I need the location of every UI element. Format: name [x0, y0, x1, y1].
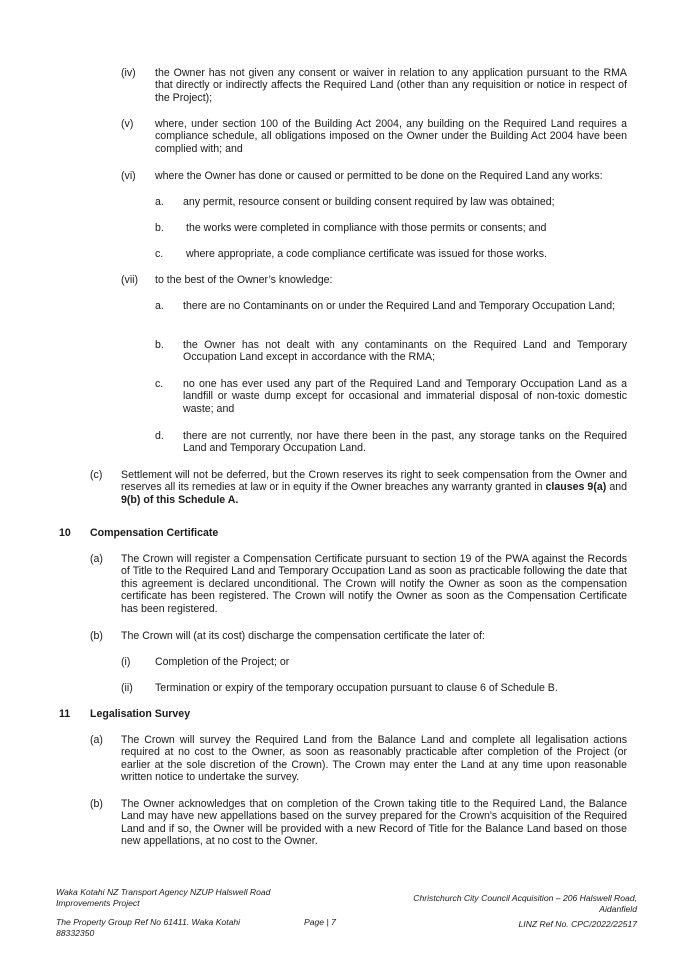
subclause-v-label: (v): [121, 118, 134, 130]
10b-item-i-label: (i): [121, 656, 131, 668]
vi-item-a-text: any permit, resource consent or building consent required by law was obtained;: [183, 196, 555, 208]
vii-item-a-text: there are no Contaminants on or under the Required Land and Temporary Occupation Land;: [183, 300, 616, 312]
vii-item-c-label: c.: [155, 378, 164, 390]
clause-11a-label: (a): [90, 734, 103, 746]
vii-item-d-label: d.: [155, 430, 164, 442]
clause-11b-label: (b): [90, 798, 103, 810]
clause-11b-text: The Owner acknowledges that on completion of the Crown taking title to the Required Land, the Balance Land may have new appellations based on the survey prepared for the Crown's acquisition of the Required Land and if so, the Owner will be provided with a new Record of Title for the Balance Land based on those new appellations, at no cost to the Owner.: [121, 798, 627, 848]
10b-item-i-text: Completion of the Project; or: [155, 656, 290, 668]
clause-11a-text: The Crown will survey the Required Land from the Balance Land and complete all legalisation actions required at no cost to the Owner, as soon as reasonably practicable after completion of the Project (or earlier at the sole discretion of the Crown). The Crown may enter the Land at any time upon reasonable written notice to undertake the survey.: [121, 734, 627, 784]
clause-10a-text: The Crown will register a Compensation Certificate pursuant to section 19 of the PWA against the Records of Title to the Required Land and Temporary Occupation Land as soon as practicable following the date that this agreement is declared unconditional. The Crown will notify the Owner as soon as the compensation certificate has been registered. The Crown will notify the Owner as soon as the Compensation Certificate has been registered.: [121, 553, 627, 615]
vii-item-d-text: there are not currently, nor have there been in the past, any storage tanks on the Required Land and Temporary Occupation Land.: [183, 430, 627, 455]
footer-project-name: Waka Kotahi NZ Transport Agency NZUP Halswell Road Improvements Project: [56, 887, 271, 908]
footer-property-ref: The Property Group Ref No 61411. Waka Kotahi 88332350: [56, 917, 241, 938]
footer-linz-ref: LINZ Ref No. CPC/2022/22517: [518, 919, 637, 929]
vii-item-b-label: b.: [155, 339, 164, 351]
subclause-vi-label: (vi): [121, 170, 136, 182]
subclause-iv-text: the Owner has not given any consent or waiver in relation to any application pursuant to the RMA that directly or indirectly affects the Required Land (other than any requisition or notice in respect of the Project);: [155, 67, 627, 104]
10b-item-ii-label: (ii): [121, 682, 133, 694]
clause-10b-text: The Crown will (at its cost) discharge the compensation certificate the later of:: [121, 630, 485, 642]
vii-item-c-text: no one has ever used any part of the Required Land and Temporary Occupation Land as a landfill or waste dump except for occasional and immaterial disposal of non-toxic domestic waste; and: [183, 378, 627, 415]
clause-10b-label: (b): [90, 630, 103, 642]
10b-item-ii-text: Termination or expiry of the temporary occupation pursuant to clause 6 of Schedule B.: [155, 682, 558, 694]
subclause-vii-label: (vii): [121, 274, 139, 286]
clause-10-number: 10: [59, 527, 71, 539]
vii-item-a-label: a.: [155, 300, 164, 312]
vi-item-a-label: a.: [155, 196, 164, 208]
subclause-vi-text: where the Owner has done or caused or permitted to be done on the Required Land any works:: [155, 170, 603, 182]
vi-item-c-text: where appropriate, a code compliance certificate was issued for those works.: [186, 248, 547, 260]
vi-item-c-label: c.: [155, 248, 164, 260]
subclause-iv-label: (iv): [121, 67, 136, 79]
clause-10a-label: (a): [90, 553, 103, 565]
clause-11-heading: Legalisation Survey: [90, 708, 191, 720]
footer-acquisition-title: Christchurch City Council Acquisition – 206 Halswell Road, Aidanfield: [413, 893, 637, 914]
clause-ref-9b: 9(b) of this Schedule A.: [121, 493, 239, 506]
subclause-vii-text: to the best of the Owner’s knowledge:: [155, 274, 333, 286]
vii-item-b-text: the Owner has not dealt with any contaminants on the Required Land and Temporary Occupation Land except in accordance with the RMA;: [183, 339, 627, 364]
clause-9c-text: Settlement will not be deferred, but the Crown reserves its right to seek compensation from the Owner and reserves all its remedies at law or in equity if the Owner breaches any warranty granted in clauses 9(a) and 9(b) of this Schedule A.: [121, 469, 628, 506]
subclause-v-text: where, under section 100 of the Building Act 2004, any building on the Required Land requires a compliance schedule, all obligations imposed on the Owner under the Building Act 2004 have been complied with; and: [155, 118, 627, 155]
clause-11-number: 11: [59, 708, 71, 720]
vi-item-b-label: b.: [155, 222, 164, 234]
footer-page-number: Page | 7: [304, 917, 336, 927]
clause-ref-9a: clauses 9(a): [545, 481, 607, 494]
clause-9c-label: (c): [90, 469, 103, 481]
vi-item-b-text: the works were completed in compliance with those permits or consents; and: [186, 222, 547, 234]
clause-10-heading: Compensation Certificate: [90, 527, 219, 539]
